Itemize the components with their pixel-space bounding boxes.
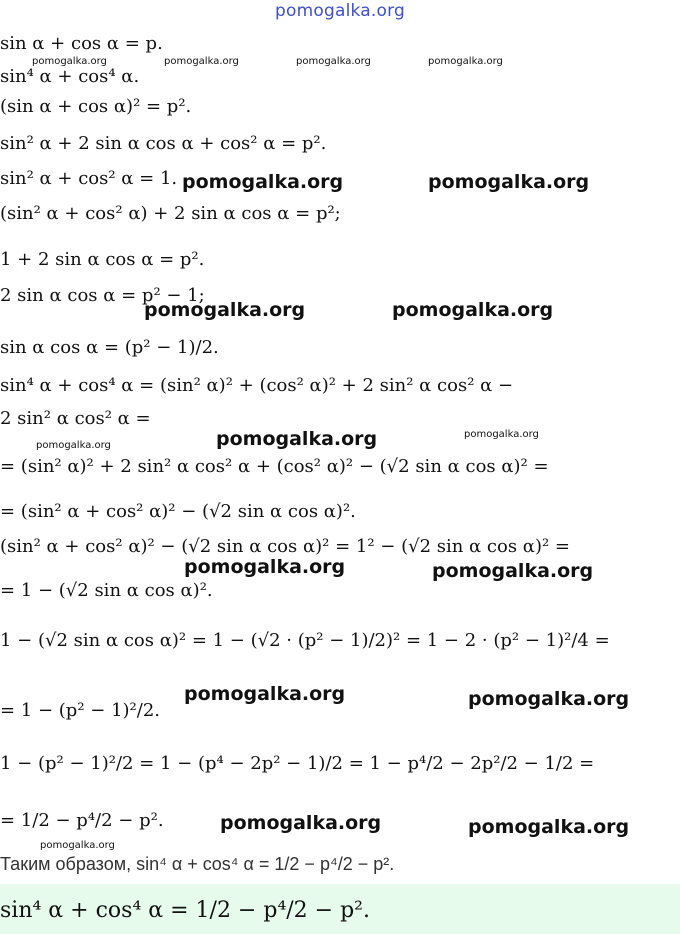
watermark-small: pomogalka.org	[32, 56, 107, 67]
watermark-small: pomogalka.org	[164, 56, 239, 67]
math-line-5: sin² α + cos² α = 1.	[0, 168, 178, 189]
watermark-small: pomogalka.org	[40, 840, 115, 851]
watermark-large: pomogalka.org	[216, 428, 378, 450]
watermark-small: pomogalka.org	[36, 440, 111, 451]
watermark-small: pomogalka.org	[464, 429, 539, 440]
math-line-9: sin α cos α = (p² − 1)/2.	[0, 337, 219, 358]
answer-text: sin⁴ α + cos⁴ α = 1/2 − p⁴/2 − p².	[0, 898, 370, 923]
math-line-8: 2 sin α cos α = p² − 1;	[0, 285, 205, 306]
watermark-large: pomogalka.org	[428, 171, 590, 193]
math-line-7: 1 + 2 sin α cos α = p².	[0, 249, 205, 270]
watermark-large: pomogalka.org	[468, 688, 630, 710]
math-line-16: 1 − (√2 sin α cos α)² = 1 − (√2 · (p² − 1)/2)² = 1 − 2 · (p² − 1)²/4 =	[0, 630, 610, 651]
conclusion-line: Таким образом, sin⁴ α + cos⁴ α = 1/2 − p⁴/2 − p².	[0, 854, 395, 874]
watermark-large: pomogalka.org	[182, 171, 344, 193]
math-line-2: sin⁴ α + cos⁴ α.	[0, 66, 140, 87]
math-line-13: = (sin² α + cos² α)² − (√2 sin α cos α)².	[0, 501, 356, 522]
watermark-large: pomogalka.org	[220, 812, 382, 834]
watermark-large: pomogalka.org	[468, 816, 630, 838]
watermark-large: pomogalka.org	[184, 556, 346, 578]
watermark-large: pomogalka.org	[144, 299, 306, 321]
math-line-1: sin α + cos α = p.	[0, 33, 163, 54]
math-line-15: = 1 − (√2 sin α cos α)².	[0, 580, 213, 601]
math-line-12: = (sin² α)² + 2 sin² α cos² α + (cos² α)² − (√2 sin α cos α)² =	[0, 456, 549, 477]
watermark-large: pomogalka.org	[184, 683, 346, 705]
math-line-4: sin² α + 2 sin α cos α + cos² α = p².	[0, 133, 327, 154]
math-line-18: 1 − (p² − 1)²/2 = 1 − (p⁴ − 2p² − 1)/2 = 1 − p⁴/2 − 2p²/2 − 1/2 =	[0, 753, 595, 774]
math-line-17: = 1 − (p² − 1)²/2.	[0, 700, 160, 721]
math-line-19: = 1/2 − p⁴/2 − p².	[0, 810, 164, 831]
watermark-large: pomogalka.org	[432, 560, 594, 582]
math-line-11: 2 sin² α cos² α =	[0, 408, 151, 429]
math-line-3: (sin α + cos α)² = p².	[0, 96, 192, 117]
watermark-top: pomogalka.org	[275, 1, 405, 21]
math-line-6: (sin² α + cos² α) + 2 sin α cos α = p²;	[0, 203, 341, 224]
math-line-14: (sin² α + cos² α)² − (√2 sin α cos α)² = 1² − (√2 sin α cos α)² =	[0, 536, 571, 557]
watermark-small: pomogalka.org	[296, 56, 371, 67]
math-line-10: sin⁴ α + cos⁴ α = (sin² α)² + (cos² α)² + 2 sin² α cos² α −	[0, 375, 514, 396]
watermark-small: pomogalka.org	[428, 56, 503, 67]
watermark-large: pomogalka.org	[392, 299, 554, 321]
